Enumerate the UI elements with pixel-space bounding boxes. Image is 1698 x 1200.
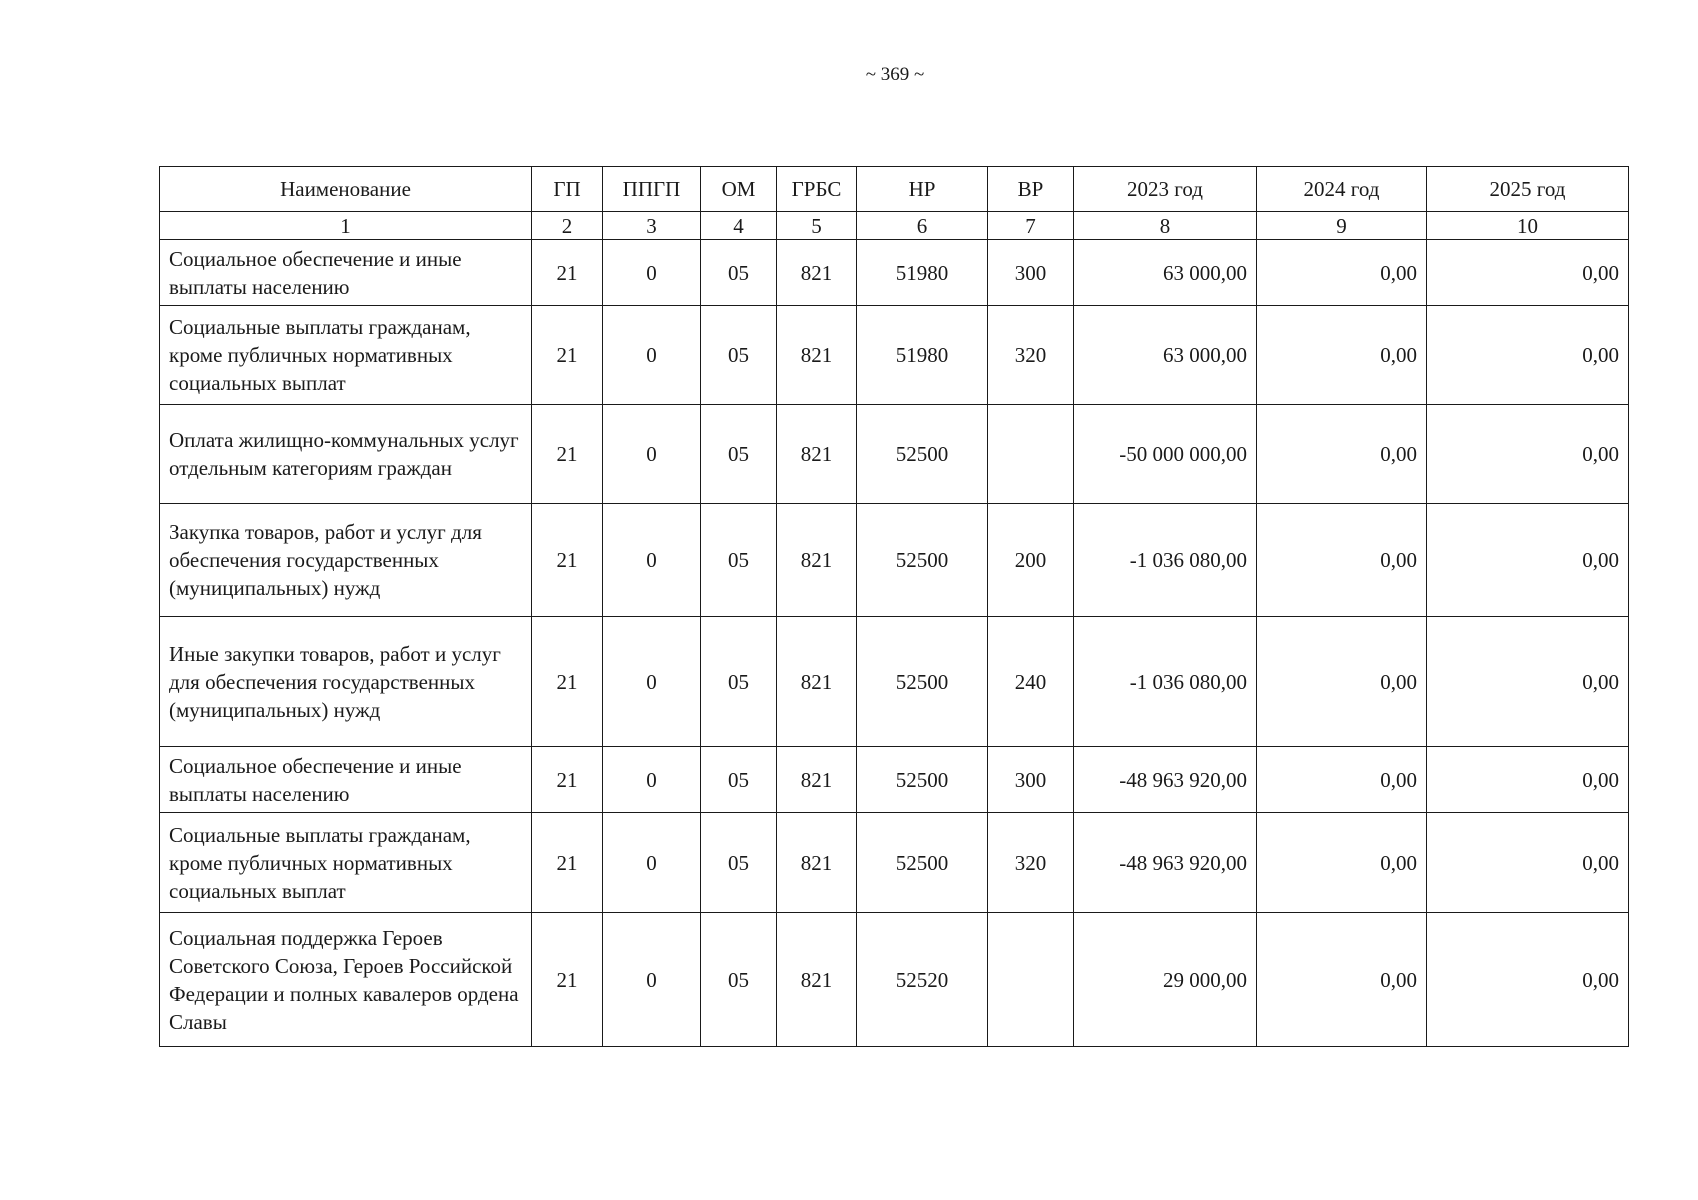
- cell-vr: 320: [988, 813, 1074, 913]
- cell-ppgp: 0: [603, 306, 701, 405]
- header-row: [160, 167, 1629, 212]
- cell-ppgp: 0: [603, 504, 701, 617]
- cell-ppgp: 0: [603, 240, 701, 306]
- cell-2025: 0,00: [1427, 617, 1629, 747]
- cell-om: 05: [701, 504, 777, 617]
- table-row: [160, 747, 1629, 813]
- header-nr: НР: [857, 167, 988, 212]
- cell-2023: 63 000,00: [1074, 240, 1257, 306]
- cell-2024: 0,00: [1257, 617, 1427, 747]
- cell-ppgp: 0: [603, 405, 701, 504]
- cell-vr: [988, 405, 1074, 504]
- column-number: 3: [603, 212, 701, 240]
- table-row: [160, 617, 1629, 747]
- cell-2023: -50 000 000,00: [1074, 405, 1257, 504]
- cell-name: Социальные выплаты гражданам, кроме публичных нормативных социальных выплат: [160, 306, 532, 405]
- column-number: 7: [988, 212, 1074, 240]
- cell-grbs: 821: [777, 504, 857, 617]
- header-vr: ВР: [988, 167, 1074, 212]
- column-number: 4: [701, 212, 777, 240]
- cell-gp: 21: [532, 617, 603, 747]
- cell-2025: 0,00: [1427, 747, 1629, 813]
- cell-2025: 0,00: [1427, 306, 1629, 405]
- cell-2023: 29 000,00: [1074, 913, 1257, 1047]
- cell-vr: [988, 913, 1074, 1047]
- page-number: ~ 369 ~: [865, 64, 925, 85]
- table-row: [160, 240, 1629, 306]
- cell-grbs: 821: [777, 405, 857, 504]
- header-2025: 2025 год: [1427, 167, 1629, 212]
- cell-2025: 0,00: [1427, 913, 1629, 1047]
- table-row: [160, 813, 1629, 913]
- header-name: Наименование: [160, 167, 532, 212]
- cell-om: 05: [701, 747, 777, 813]
- header-om: ОМ: [701, 167, 777, 212]
- column-number: 5: [777, 212, 857, 240]
- header-2023: 2023 год: [1074, 167, 1257, 212]
- cell-2024: 0,00: [1257, 747, 1427, 813]
- cell-name: Социальная поддержка Героев Советского Союза, Героев Российской Федерации и полных кавалеров ордена Славы: [160, 913, 532, 1047]
- cell-vr: 300: [988, 240, 1074, 306]
- cell-gp: 21: [532, 306, 603, 405]
- cell-gp: 21: [532, 504, 603, 617]
- cell-2023: -48 963 920,00: [1074, 813, 1257, 913]
- cell-om: 05: [701, 306, 777, 405]
- column-number: 8: [1074, 212, 1257, 240]
- cell-2024: 0,00: [1257, 240, 1427, 306]
- cell-ppgp: 0: [603, 813, 701, 913]
- cell-2024: 0,00: [1257, 913, 1427, 1047]
- cell-om: 05: [701, 617, 777, 747]
- cell-nr: 51980: [857, 240, 988, 306]
- cell-nr: 52500: [857, 405, 988, 504]
- cell-gp: 21: [532, 240, 603, 306]
- cell-2025: 0,00: [1427, 504, 1629, 617]
- table-row: [160, 405, 1629, 504]
- cell-2025: 0,00: [1427, 813, 1629, 913]
- cell-vr: 240: [988, 617, 1074, 747]
- cell-nr: 52500: [857, 617, 988, 747]
- cell-vr: 200: [988, 504, 1074, 617]
- cell-nr: 52500: [857, 504, 988, 617]
- column-number: 10: [1427, 212, 1629, 240]
- cell-om: 05: [701, 405, 777, 504]
- table-row: [160, 913, 1629, 1047]
- cell-ppgp: 0: [603, 913, 701, 1047]
- cell-grbs: 821: [777, 813, 857, 913]
- cell-grbs: 821: [777, 913, 857, 1047]
- cell-nr: 51980: [857, 306, 988, 405]
- header-2024: 2024 год: [1257, 167, 1427, 212]
- cell-grbs: 821: [777, 306, 857, 405]
- column-number: 1: [160, 212, 532, 240]
- cell-2023: -1 036 080,00: [1074, 617, 1257, 747]
- cell-2023: -48 963 920,00: [1074, 747, 1257, 813]
- cell-2024: 0,00: [1257, 813, 1427, 913]
- cell-gp: 21: [532, 813, 603, 913]
- cell-om: 05: [701, 240, 777, 306]
- column-number: 9: [1257, 212, 1427, 240]
- table-row: [160, 504, 1629, 617]
- header-ppgp: ППГП: [603, 167, 701, 212]
- cell-om: 05: [701, 913, 777, 1047]
- cell-name: Социальное обеспечение и иные выплаты населению: [160, 747, 532, 813]
- cell-nr: 52520: [857, 913, 988, 1047]
- cell-nr: 52500: [857, 813, 988, 913]
- cell-2023: -1 036 080,00: [1074, 504, 1257, 617]
- cell-nr: 52500: [857, 747, 988, 813]
- cell-2024: 0,00: [1257, 405, 1427, 504]
- column-number-row: [160, 212, 1629, 240]
- column-number: 2: [532, 212, 603, 240]
- cell-gp: 21: [532, 747, 603, 813]
- cell-name: Социальное обеспечение и иные выплаты населению: [160, 240, 532, 306]
- cell-2024: 0,00: [1257, 306, 1427, 405]
- cell-grbs: 821: [777, 617, 857, 747]
- cell-gp: 21: [532, 913, 603, 1047]
- cell-name: Иные закупки товаров, работ и услуг для обеспечения государственных (муниципальных) нужд: [160, 617, 532, 747]
- cell-vr: 300: [988, 747, 1074, 813]
- column-number: 6: [857, 212, 988, 240]
- cell-name: Социальные выплаты гражданам, кроме публичных нормативных социальных выплат: [160, 813, 532, 913]
- table-row: [160, 306, 1629, 405]
- cell-grbs: 821: [777, 747, 857, 813]
- cell-2024: 0,00: [1257, 504, 1427, 617]
- header-grbs: ГРБС: [777, 167, 857, 212]
- cell-2023: 63 000,00: [1074, 306, 1257, 405]
- cell-grbs: 821: [777, 240, 857, 306]
- cell-2025: 0,00: [1427, 240, 1629, 306]
- budget-table: [159, 166, 1629, 1047]
- cell-ppgp: 0: [603, 617, 701, 747]
- cell-name: Закупка товаров, работ и услуг для обеспечения государственных (муниципальных) нужд: [160, 504, 532, 617]
- cell-vr: 320: [988, 306, 1074, 405]
- cell-2025: 0,00: [1427, 405, 1629, 504]
- cell-om: 05: [701, 813, 777, 913]
- cell-ppgp: 0: [603, 747, 701, 813]
- cell-name: Оплата жилищно-коммунальных услуг отдельным категориям граждан: [160, 405, 532, 504]
- cell-gp: 21: [532, 405, 603, 504]
- header-gp: ГП: [532, 167, 603, 212]
